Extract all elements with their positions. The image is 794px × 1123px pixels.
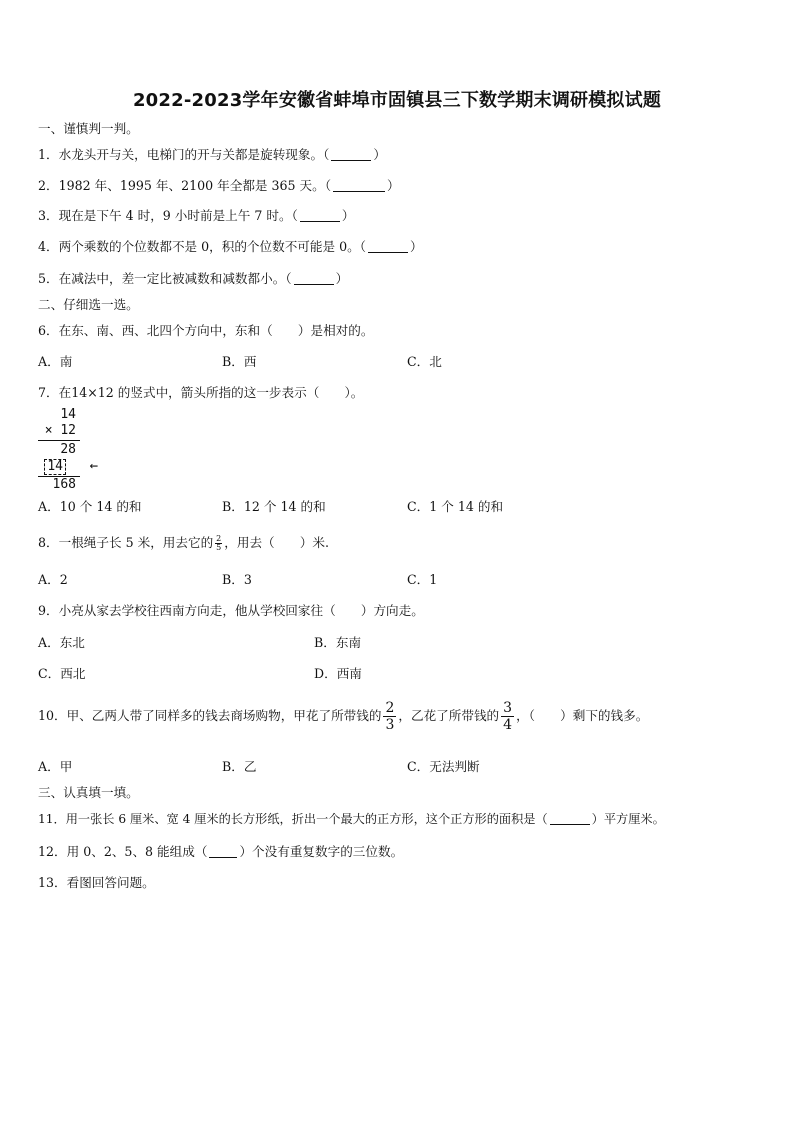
option-a[interactable]: A．南 bbox=[38, 354, 73, 369]
close-paren: ） bbox=[410, 239, 423, 254]
option-b[interactable]: B．12 个 14 的和 bbox=[222, 499, 326, 514]
option-c[interactable]: C．北 bbox=[407, 354, 442, 369]
option-b[interactable]: B．3 bbox=[222, 572, 252, 587]
fraction bbox=[383, 700, 396, 733]
answer-blank[interactable] bbox=[333, 179, 385, 192]
calc-line-5: 168 bbox=[52, 477, 76, 492]
numerator: 3 bbox=[503, 700, 513, 716]
vertical-multiplication bbox=[38, 404, 98, 496]
question-12 bbox=[38, 843, 403, 861]
page-title: 2022-2023学年安徽省蚌埠市固镇县三下数学期末调研模拟试题 bbox=[132, 90, 662, 111]
question-8-text-end: ，用去（ ）米. bbox=[224, 535, 330, 550]
question-2 bbox=[38, 177, 400, 195]
calc-line-4: 14 bbox=[47, 459, 63, 474]
option-b[interactable]: B．西 bbox=[222, 354, 257, 369]
section-heading-1: 一、谨慎判一判。 bbox=[38, 121, 139, 136]
option-c[interactable]: C．1 个 14 的和 bbox=[407, 499, 504, 514]
arrow-icon: ← bbox=[89, 458, 98, 474]
question-3-text: 3．现在是下午 4 时，9 小时前是上午 7 时。（ bbox=[38, 208, 298, 223]
denominator: 5 bbox=[216, 543, 222, 552]
question-5-text: 5．在减法中，差一定比被减数和减数都小。（ bbox=[38, 271, 292, 286]
question-8-text: 8．一根绳子长 5 米，用去它的 bbox=[38, 535, 214, 550]
question-10 bbox=[38, 700, 648, 733]
option-c[interactable]: C．无法判断 bbox=[407, 759, 480, 774]
question-4 bbox=[38, 238, 423, 256]
denominator: 3 bbox=[385, 717, 395, 733]
question-7-text: 7．在14×12 的竖式中，箭头所指的这一步表示（ ）。 bbox=[38, 385, 364, 400]
option-a[interactable]: A．2 bbox=[38, 572, 68, 587]
answer-blank[interactable] bbox=[331, 148, 371, 161]
answer-blank[interactable] bbox=[300, 209, 340, 222]
question-9-text: 9．小亮从家去学校往西南方向走，他从学校回家往（ ）方向走。 bbox=[38, 603, 424, 618]
question-4-text: 4．两个乘数的个位数都不是 0，积的个位数不可能是 0。（ bbox=[38, 239, 366, 254]
numerator: 2 bbox=[385, 700, 395, 716]
option-c[interactable]: C．西北 bbox=[38, 666, 86, 681]
question-8 bbox=[38, 534, 329, 552]
option-a[interactable]: A．东北 bbox=[38, 635, 85, 650]
section-heading-2: 二、仔细选一选。 bbox=[38, 297, 139, 312]
answer-blank[interactable] bbox=[368, 240, 408, 253]
numerator: 2 bbox=[216, 534, 222, 543]
option-c[interactable]: C．1 bbox=[407, 572, 438, 587]
answer-blank[interactable] bbox=[209, 845, 237, 858]
question-12-text-end: ）个没有重复数字的三位数。 bbox=[239, 844, 404, 859]
question-10-text-end: ，（ ）剩下的钱多。 bbox=[516, 708, 649, 723]
option-b[interactable]: B．东南 bbox=[314, 635, 362, 650]
question-11 bbox=[38, 810, 665, 828]
option-b[interactable]: B．乙 bbox=[222, 759, 257, 774]
question-11-text-end: ）平方厘米。 bbox=[591, 812, 665, 826]
option-a[interactable]: A．甲 bbox=[38, 759, 73, 774]
close-paren: ） bbox=[387, 178, 400, 193]
close-paren: ） bbox=[335, 271, 349, 286]
section-heading-3: 三、认真填一填。 bbox=[38, 785, 139, 800]
close-paren: ） bbox=[341, 208, 355, 223]
option-a[interactable]: A．10 个 14 的和 bbox=[38, 499, 142, 514]
question-6-text: 6．在东、南、西、北四个方向中，东和（ ）是相对的。 bbox=[38, 323, 374, 338]
question-13-text: 13．看图回答问题。 bbox=[38, 875, 155, 890]
question-10-text-mid: ，乙花了所带钱的 bbox=[398, 708, 500, 723]
calc-line-1: 14 bbox=[60, 407, 76, 422]
answer-blank[interactable] bbox=[550, 812, 590, 825]
question-11-text: 11．用一张长 6 厘米、宽 4 厘米的长方形纸，折出一个最大的正方形，这个正方形的面积是（ bbox=[38, 812, 548, 826]
question-3 bbox=[38, 207, 354, 225]
question-1 bbox=[38, 146, 386, 164]
question-5 bbox=[38, 270, 348, 288]
calc-line-2: × 12 bbox=[44, 423, 76, 438]
question-1-text: 1．水龙头开与关，电梯门的开与关都是旋转现象。（ bbox=[38, 147, 330, 162]
denominator: 4 bbox=[503, 717, 513, 733]
fraction bbox=[501, 700, 514, 733]
answer-blank[interactable] bbox=[294, 272, 334, 285]
question-10-text: 10．甲、乙两人带了同样多的钱去商场购物，甲花了所带钱的 bbox=[38, 708, 382, 723]
calc-rule bbox=[38, 440, 80, 441]
fraction bbox=[215, 535, 222, 552]
close-paren: ） bbox=[373, 147, 386, 162]
option-d[interactable]: D．西南 bbox=[314, 666, 362, 681]
question-12-text: 12．用 0、2、5、8 能组成（ bbox=[38, 844, 208, 859]
question-2-text: 2．1982 年、1995 年、2100 年全都是 365 天。（ bbox=[38, 178, 332, 193]
calc-line-3: 28 bbox=[60, 442, 76, 457]
